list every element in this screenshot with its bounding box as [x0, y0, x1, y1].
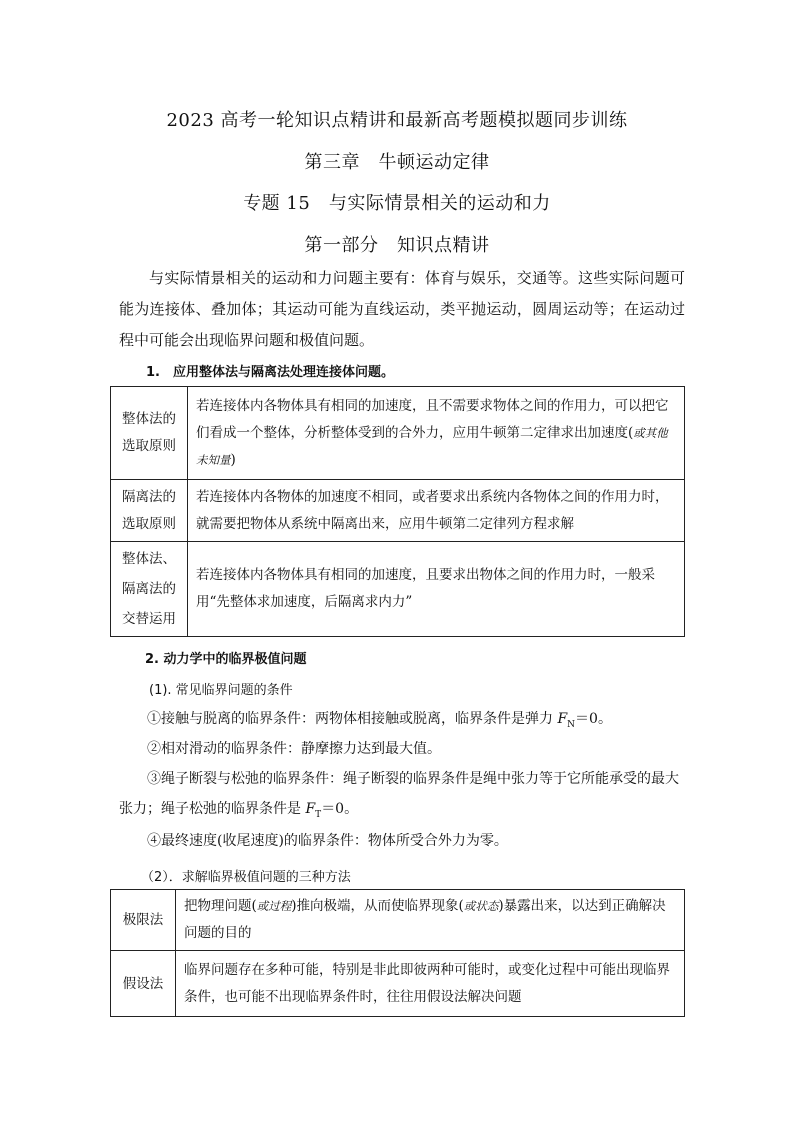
row-label: [111, 480, 188, 542]
row-text: 临界问题存在多种可能，特别是非此即彼两种可能时，或变化过程中可能出现临界条件，也可能不出现临界条件时，往往用假设法解决问题: [176, 951, 685, 1017]
row-label: [111, 387, 188, 480]
symbol-subscript: T: [315, 809, 322, 820]
row-note: 或状态: [463, 899, 499, 913]
row-text-part: )推向极端，从而使临界现象(: [291, 898, 464, 914]
method-table: [110, 386, 685, 637]
row-label: [111, 542, 188, 637]
row-text: 若连接体内各物体具有相同的加速度，且要求出物体之间的作用力时，一般采用“先整体求加速度，后隔离求内力”: [188, 542, 685, 637]
row-text: [176, 890, 685, 951]
series-title: 2023 高考一轮知识点精讲和最新高考题模拟题同步训练: [166, 110, 628, 131]
table-row: [111, 387, 685, 480]
label-text: 隔离法的选取原则: [122, 488, 176, 532]
section2-heading: 2. 动力学中的临界极值问题: [145, 652, 307, 667]
solution-method-table: [110, 889, 685, 1017]
force-symbol: [557, 711, 576, 730]
chapter-title: 第三章 牛顿运动定律: [304, 152, 490, 173]
row-text-main: 若连接体内各物体具有相同的加速度，且不需要求物体之间的作用力，可以把它们看成一个整体，分析整体受到的合外力，应用牛顿第二定律求出加速度(: [196, 397, 669, 441]
item-text: ③绳子断裂与松弛的临界条件：绳子断裂的临界条件是绳中张力等于它所能承受的最大张力；绳子松弛的临界条件是: [119, 771, 679, 817]
table-row: [111, 890, 685, 951]
label-text: 整体法的选取原则: [122, 411, 176, 454]
row-text-tail: ): [230, 451, 236, 468]
table-row: [111, 480, 685, 542]
section1-heading: 1. 应用整体法与隔离法处理连接体问题。: [146, 365, 394, 380]
topic-title: 专题 15 与实际情景相关的运动和力: [243, 193, 551, 214]
item-text: ＝0。: [321, 801, 359, 817]
label-text: 整体法、隔离法的交替运用: [122, 551, 176, 627]
condition-item: ④最终速度(收尾速度)的临界条件：物体所受合外力为零。: [147, 833, 508, 849]
row-note: 或过程: [256, 899, 292, 913]
row-text-part: )暴露出来，以达到正确解决问题的目的: [184, 898, 666, 941]
row-text-part: 把物理问题(: [184, 898, 257, 914]
condition-item: ②相对滑动的临界条件：静摩擦力达到最大值。: [147, 741, 441, 757]
symbol-subscript: N: [567, 719, 576, 730]
table-row: [111, 951, 685, 1017]
row-text: 若连接体内各物体的加速度不相同，或者要求出系统内各物体之间的作用力时，就需要把物体从系统中隔离出来，应用牛顿第二定律列方程求解: [188, 480, 685, 542]
symbol-letter: F: [557, 711, 568, 727]
subheading-conditions: (1). 常见临界问题的条件: [149, 683, 293, 698]
row-note: 或其他未知量: [196, 425, 668, 467]
item-text: ①接触与脱离的临界条件：两物体相接触或脱离，临界条件是弹力: [147, 711, 558, 727]
condition-item: [119, 764, 685, 830]
intro-paragraph: 与实际情景相关的运动和力问题主要有：体育与娱乐，交通等。这些实际问题可能为连接体、叠加体；其运动可能为直线运动，类平抛运动，圆周运动等；在运动过程中可能会出现临界问题和极值问题。: [119, 269, 685, 349]
item-text: ＝0。: [575, 711, 612, 727]
row-label: 极限法: [111, 890, 176, 951]
force-symbol: [305, 801, 322, 820]
row-text: [188, 387, 685, 480]
part-title: 第一部分 知识点精讲: [304, 235, 490, 256]
symbol-letter: F: [305, 801, 316, 817]
table-row: [111, 542, 685, 637]
subheading-methods: （2）．求解临界极值问题的三种方法: [141, 870, 351, 885]
row-label: 假设法: [111, 951, 176, 1017]
